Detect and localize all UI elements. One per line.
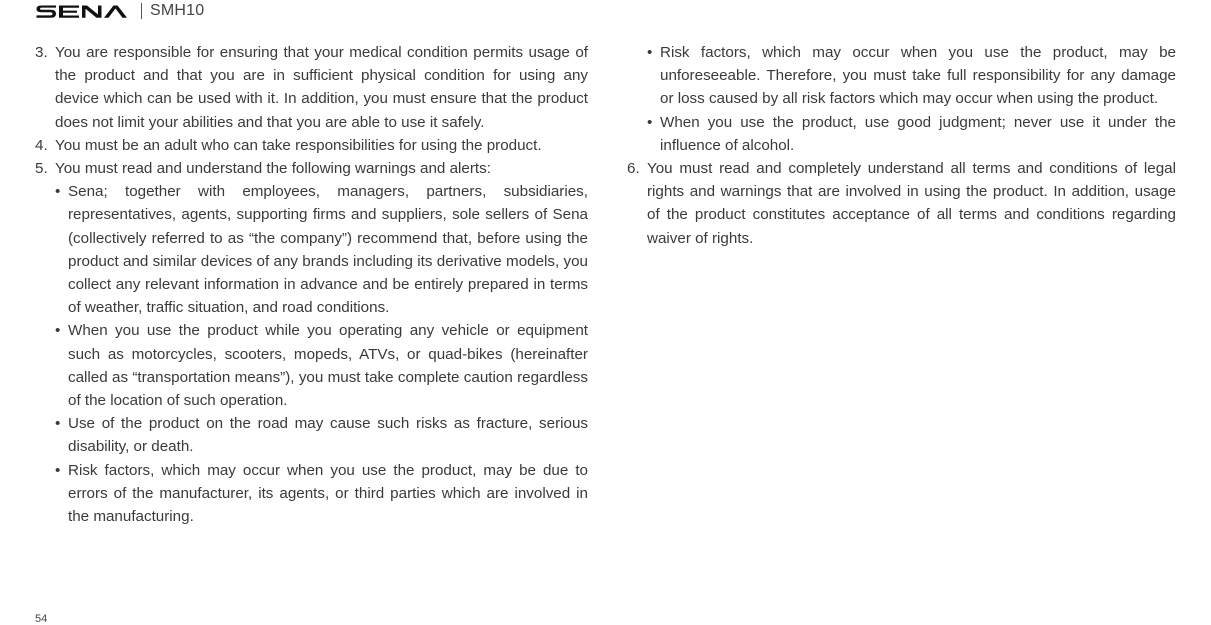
page-header	[35, 0, 204, 22]
item-text: You must read and understand the following warnings and alerts:	[55, 160, 491, 178]
bullet-item	[35, 412, 588, 458]
item-text: You are responsible for ensuring that your medical condition permits usage of the product and that you are in sufficient physical condition for using any device which can be used with it. In addition, you must ensure that the product does not limit your abilities and that you are able to use it safely.	[55, 44, 588, 131]
header-divider	[141, 3, 142, 19]
bullet-text: Sena; together with employees, managers, partners, subsidiaries, representatives, agents, supporting firms and suppliers, sole sellers of Sena (collectively referred to as “the company”) recommend that, before using the product and similar devices of any brands including its derivative models, you collect any relevant information in advance and be entirely prepared in terms of weather, traffic situation, and road conditions.	[68, 183, 588, 317]
bullet-marker: •	[55, 322, 61, 340]
list-item-3	[35, 41, 588, 134]
model-name: SMH10	[150, 2, 205, 19]
bullet-item	[627, 111, 1176, 157]
item-number: 3.	[35, 44, 48, 61]
bullet-marker: •	[55, 183, 61, 201]
bullet-item	[627, 41, 1176, 111]
item-number: 5.	[35, 160, 48, 178]
right-column	[627, 41, 1176, 250]
list-item-4	[35, 134, 588, 157]
sena-logo	[35, 4, 131, 19]
left-column	[35, 41, 588, 528]
bullet-text: Risk factors, which may occur when you use the product, may be unforeseeable. Therefore, you must take full responsibility for any damage or loss caused by all risk factors which may occur when using the product.	[660, 44, 1176, 108]
item-text: You must read and completely understand all terms and conditions of legal rights and warnings that are involved in using the product. In addition, usage of the product constitutes acceptance of all terms and conditions regarding waiver of rights.	[647, 160, 1176, 247]
bullet-marker: •	[647, 44, 653, 61]
bullet-marker: •	[55, 461, 61, 479]
item-text: You must be an adult who can take responsibilities for using the product.	[55, 136, 542, 154]
bullet-text: Risk factors, which may occur when you use the product, may be due to errors of the manufacturer, its agents, or third parties which are involved in the manufacturing.	[68, 461, 588, 526]
item-number: 6.	[627, 160, 640, 178]
list-item-5	[35, 157, 588, 180]
bullet-text: When you use the product while you operating any vehicle or equipment such as motorcycles, scooters, mopeds, ATVs, or quad-bikes (hereinafter called as “transportation means”), you must take complete caution regardless of the location of such operation.	[68, 322, 588, 410]
bullet-marker: •	[55, 415, 61, 433]
list-item-6	[627, 157, 1176, 250]
bullet-item	[35, 459, 588, 529]
item-number: 4.	[35, 136, 48, 154]
bullet-text: Use of the product on the road may cause such risks as fracture, serious disability, or death.	[68, 415, 588, 456]
page-number: 54	[35, 613, 48, 625]
bullet-item	[35, 319, 588, 412]
bullet-item	[35, 180, 588, 319]
bullet-text: When you use the product, use good judgment; never use it under the influence of alcohol.	[660, 113, 1176, 154]
bullet-marker: •	[647, 113, 653, 131]
